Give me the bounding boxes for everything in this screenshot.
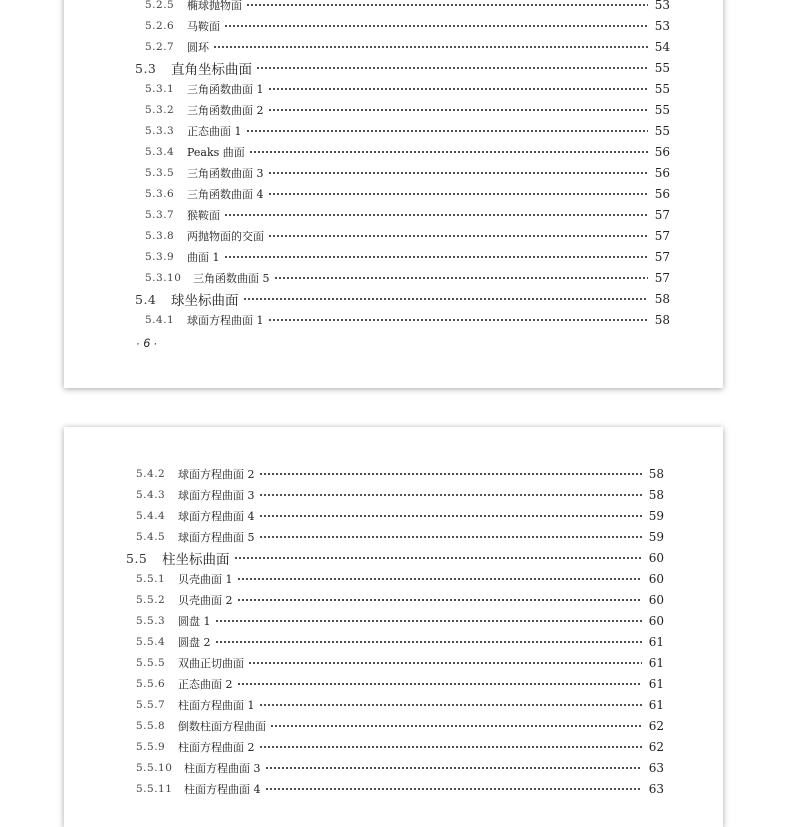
- toc-entry[interactable]: [145, 37, 670, 58]
- entry-number: 5.3.10: [145, 272, 182, 284]
- entry-number: 5.5.9: [136, 741, 166, 753]
- entry-page-number: 54: [654, 40, 670, 54]
- entry-title: 贝壳曲面 2: [178, 594, 233, 607]
- dot-leader: [259, 493, 643, 497]
- entry-title: 三角函数曲面 2: [187, 104, 264, 117]
- dot-leader: [259, 472, 643, 476]
- entry-number: 5.5.6: [136, 678, 166, 690]
- entry-number: 5.5.8: [136, 720, 166, 732]
- dot-leader: [256, 66, 648, 70]
- toc-entry[interactable]: [145, 226, 670, 247]
- entry-number: 5.3.5: [145, 167, 175, 179]
- entry-number: 5.3.2: [145, 104, 175, 116]
- dot-leader: [259, 535, 643, 539]
- entry-page-number: 53: [654, 0, 670, 12]
- entry-title: 圆环: [187, 41, 209, 54]
- toc-entry[interactable]: [135, 58, 670, 79]
- entry-title: 直角坐标曲面: [171, 62, 252, 78]
- toc-entry[interactable]: [136, 611, 664, 632]
- entry-title: 曲面 1: [187, 251, 220, 264]
- entry-title: 正态曲面 2: [178, 678, 233, 691]
- dot-leader: [270, 724, 642, 728]
- dot-leader: [224, 213, 648, 217]
- entry-page-number: 58: [648, 467, 664, 481]
- entry-number: 5.4: [135, 291, 157, 307]
- page-folio: · 6 ·: [136, 336, 158, 350]
- entry-page-number: 62: [648, 719, 664, 733]
- dot-leader: [268, 87, 649, 91]
- entry-title: 柱坐标曲面: [162, 552, 230, 568]
- dot-leader: [259, 703, 643, 707]
- entry-page-number: 58: [654, 292, 670, 306]
- dot-leader: [268, 108, 649, 112]
- dot-leader: [224, 255, 649, 259]
- toc-entry[interactable]: [135, 289, 670, 310]
- toc-entry[interactable]: [136, 653, 664, 674]
- toc-entry[interactable]: [136, 590, 664, 611]
- entry-page-number: 55: [654, 61, 670, 75]
- toc-entry[interactable]: [136, 779, 664, 800]
- entry-page-number: 57: [654, 250, 670, 264]
- toc-entry[interactable]: [145, 184, 670, 205]
- entry-page-number: 60: [648, 614, 664, 628]
- entry-page-number: 55: [654, 82, 670, 96]
- entry-number: 5.2.7: [145, 41, 175, 53]
- dot-leader: [237, 598, 643, 602]
- toc-entry[interactable]: [145, 142, 670, 163]
- entry-page-number: 61: [648, 677, 664, 691]
- toc-entry[interactable]: [136, 758, 664, 779]
- entry-number: 5.3.6: [145, 188, 175, 200]
- entry-title: 圆盘 1: [178, 615, 211, 628]
- entry-title: 柱面方程曲面 4: [184, 783, 261, 796]
- entry-page-number: 58: [654, 313, 670, 327]
- dot-leader: [259, 514, 643, 518]
- entry-number: 5.3: [135, 60, 157, 76]
- toc-entry[interactable]: [145, 205, 670, 226]
- dot-leader: [237, 577, 643, 581]
- entry-page-number: 59: [648, 509, 664, 523]
- entry-page-number: 63: [648, 761, 664, 775]
- toc-page-7: [64, 427, 723, 827]
- entry-page-number: 57: [654, 229, 670, 243]
- entry-number: 5.5: [126, 550, 148, 566]
- entry-page-number: 55: [654, 124, 670, 138]
- entry-number: 5.4.4: [136, 510, 166, 522]
- entry-page-number: 59: [648, 530, 664, 544]
- entry-title: 球面方程曲面 3: [178, 489, 255, 502]
- entry-title: 正态曲面 1: [187, 125, 242, 138]
- toc-entry[interactable]: [136, 716, 664, 737]
- entry-page-number: 56: [654, 145, 670, 159]
- entry-page-number: 57: [654, 271, 670, 285]
- dot-leader: [234, 556, 643, 560]
- entry-title: 三角函数曲面 3: [187, 167, 264, 180]
- toc-entry[interactable]: [136, 527, 664, 548]
- toc-entry[interactable]: [145, 16, 670, 37]
- entry-page-number: 58: [648, 488, 664, 502]
- entry-title: 马鞍面: [187, 20, 220, 33]
- entry-page-number: 61: [648, 698, 664, 712]
- dot-leader: [268, 171, 649, 175]
- toc-entry[interactable]: [136, 569, 664, 590]
- entry-page-number: 56: [654, 166, 670, 180]
- toc-entry[interactable]: [136, 695, 664, 716]
- toc-entry[interactable]: [145, 0, 670, 16]
- entry-number: 5.5.5: [136, 657, 166, 669]
- entry-title: 三角函数曲面 5: [193, 272, 270, 285]
- dot-leader: [243, 297, 649, 301]
- entry-title: 柱面方程曲面 3: [184, 762, 261, 775]
- entry-number: 5.5.10: [136, 762, 173, 774]
- entry-number: 5.5.11: [136, 783, 173, 795]
- toc-entry[interactable]: [145, 100, 670, 121]
- dot-leader: [268, 234, 648, 238]
- entry-page-number: 56: [654, 187, 670, 201]
- dot-leader: [213, 45, 648, 49]
- entry-title: 球面方程曲面 1: [187, 314, 264, 327]
- dot-leader: [237, 682, 643, 686]
- entry-number: 5.4.2: [136, 468, 166, 480]
- entry-title: 柱面方程曲面 1: [178, 699, 255, 712]
- entry-page-number: 60: [648, 572, 664, 586]
- toc-entry[interactable]: [145, 163, 670, 184]
- dot-leader: [215, 619, 643, 623]
- entry-page-number: 62: [648, 740, 664, 754]
- entry-page-number: 61: [648, 656, 664, 670]
- entry-title: 两抛物面的交面: [187, 230, 264, 243]
- entry-number: 5.2.6: [145, 20, 175, 32]
- entry-title: 双曲正切曲面: [178, 657, 244, 670]
- dot-leader: [274, 276, 649, 280]
- entry-page-number: 61: [648, 635, 664, 649]
- toc-entry[interactable]: [145, 268, 670, 289]
- entry-number: 5.4.3: [136, 489, 166, 501]
- entry-title: 三角函数曲面 4: [187, 188, 264, 201]
- dot-leader: [249, 150, 648, 154]
- toc-entry[interactable]: [136, 464, 664, 485]
- toc-entry[interactable]: [136, 485, 664, 506]
- entry-number: 5.5.4: [136, 636, 166, 648]
- entry-number: 5.4.5: [136, 531, 166, 543]
- entry-number: 5.3.3: [145, 125, 175, 137]
- entry-number: 5.3.8: [145, 230, 175, 242]
- dot-leader: [265, 787, 643, 791]
- entry-title: 猴鞍面: [187, 209, 220, 222]
- entry-number: 5.5.3: [136, 615, 166, 627]
- entry-title: 三角函数曲面 1: [187, 83, 264, 96]
- entry-title: 球面方程曲面 2: [178, 468, 255, 481]
- dot-leader: [215, 640, 643, 644]
- dot-leader: [246, 3, 648, 7]
- dot-leader: [268, 318, 649, 322]
- dot-leader: [224, 24, 648, 28]
- entry-title: 椭球抛物面: [187, 0, 242, 12]
- entry-title: 贝壳曲面 1: [178, 573, 233, 586]
- entry-number: 5.2.5: [145, 0, 175, 11]
- entry-title: 圆盘 2: [178, 636, 211, 649]
- dot-leader: [259, 745, 643, 749]
- entry-title: 球坐标曲面: [171, 293, 239, 309]
- toc-page-6: [64, 0, 723, 388]
- entry-page-number: 60: [648, 551, 664, 565]
- toc-entry[interactable]: [145, 79, 670, 100]
- entry-title: 球面方程曲面 5: [178, 531, 255, 544]
- toc-entry[interactable]: [145, 247, 670, 268]
- entry-title: Peaks 曲面: [187, 146, 245, 159]
- toc-entry[interactable]: [136, 737, 664, 758]
- toc-entry[interactable]: [136, 506, 664, 527]
- entry-number: 5.5.1: [136, 573, 166, 585]
- dot-leader: [248, 661, 642, 665]
- dot-leader: [265, 766, 643, 770]
- entry-page-number: 55: [654, 103, 670, 117]
- toc-entry[interactable]: [126, 548, 664, 569]
- toc-entry[interactable]: [136, 632, 664, 653]
- entry-number: 5.5.2: [136, 594, 166, 606]
- entry-title: 球面方程曲面 4: [178, 510, 255, 523]
- entry-number: 5.3.7: [145, 209, 175, 221]
- entry-title: 柱面方程曲面 2: [178, 741, 255, 754]
- dot-leader: [246, 129, 649, 133]
- toc-entry[interactable]: [136, 674, 664, 695]
- entry-number: 5.3.1: [145, 83, 175, 95]
- entry-number: 5.3.4: [145, 146, 175, 158]
- entry-title: 倒数柱面方程曲面: [178, 720, 266, 733]
- entry-number: 5.3.9: [145, 251, 175, 263]
- entry-page-number: 63: [648, 782, 664, 796]
- entry-number: 5.4.1: [145, 314, 175, 326]
- dot-leader: [268, 192, 649, 196]
- toc-entry[interactable]: [145, 121, 670, 142]
- entry-number: 5.5.7: [136, 699, 166, 711]
- entry-page-number: 57: [654, 208, 670, 222]
- entry-page-number: 60: [648, 593, 664, 607]
- entry-page-number: 53: [654, 19, 670, 33]
- toc-entry[interactable]: [145, 310, 670, 331]
